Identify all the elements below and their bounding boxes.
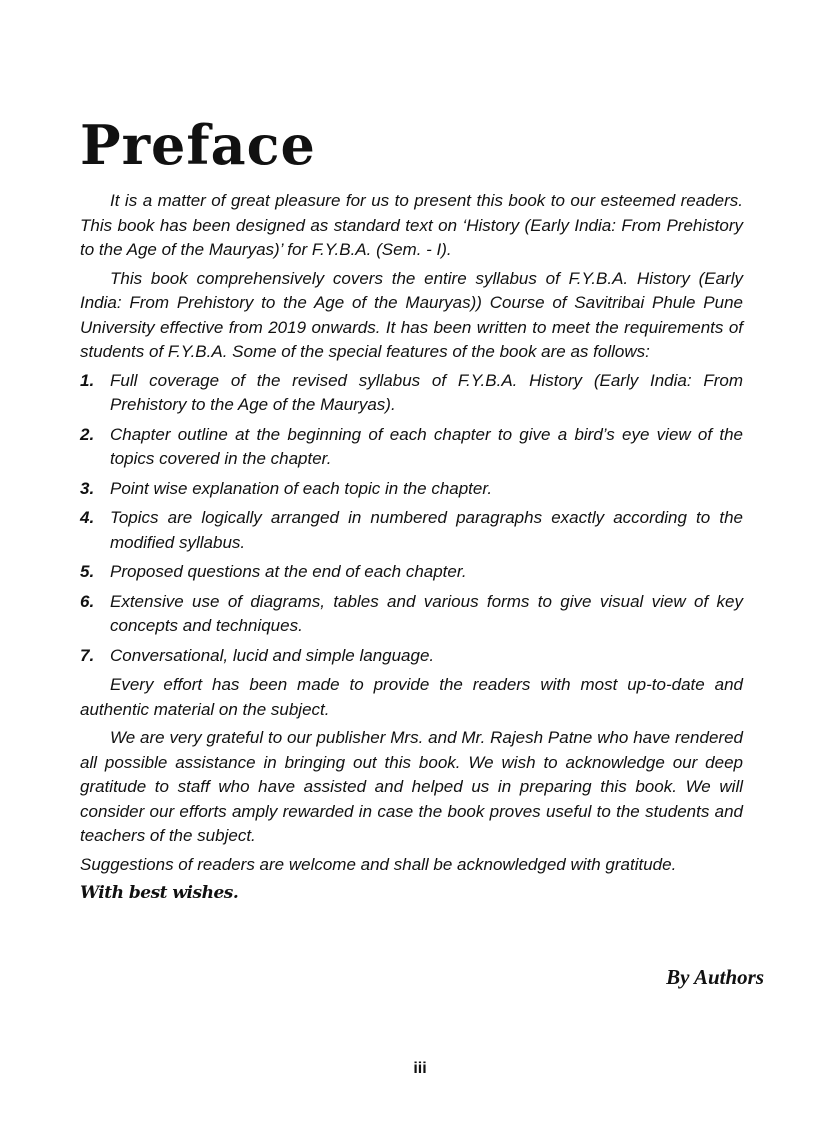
list-item-number: 4. [80,508,95,527]
list-item-number: 1. [80,370,95,390]
list-item [80,477,743,502]
list-item-number: 7. [80,645,95,665]
preface-body [80,189,743,906]
list-item-text: Full coverage of the revised syllabus of F.Y.B.A. History (Early India: From Prehistory to the Age of the Mauryas). [110,370,743,414]
list-item-number: 3. [80,478,95,498]
list-item-text: Chapter outline at the beginning of each chapter to give a bird’s eye view of the topics covered in the chapter. [110,424,743,468]
list-item-text: Conversational, lucid and simple language. [110,645,435,665]
effort-paragraph: Every effort has been made to provide the readers with most up-to-date and authentic material on the subject. [80,675,743,719]
list-item-number: 6. [80,591,95,611]
list-item [80,423,743,472]
gratitude-paragraph: We are very grateful to our publisher Mrs. and Mr. Rajesh Patne who have rendered all possible assistance in bringing out this book. We wish to acknowledge our deep gratitude to staff who have assisted and helped us in preparing this book. We will consider our efforts amply rewarded in case the book proves useful to the students and teachers of the subject. [80,728,743,845]
list-item [80,590,743,639]
page-number: iii [413,1060,427,1077]
list-item-text: Topics are logically arranged in numbered paragraphs exactly according to the modified syllabus. [110,508,743,552]
list-item [80,506,743,555]
page-title: Preface [80,113,316,177]
intro-paragraph: It is a matter of great pleasure for us to present this book to our esteemed readers. This book has been designed as standard text on ‘History (Early India: From Prehistory to the Age of the Mauryas)’ for F.Y.B.A. (Sem. - I). [80,191,743,259]
best-wishes: With best wishes. [80,883,239,903]
syllabus-paragraph: This book comprehensively covers the entire syllabus of F.Y.B.A. History (Early India: From Prehistory to the Age of the Mauryas)) Course of Savitribai Phule Pune University effective from 2019 onwards. It has been written to meet the requirements of students of F.Y.B.A. Some of the special features of the book are as follows: [80,268,743,361]
list-item [80,644,743,669]
list-item [80,560,743,585]
list-item [80,369,743,418]
features-list [80,369,743,669]
signoff-authors: By Authors [666,965,764,989]
list-item-number: 5. [80,562,95,581]
list-item-text: Extensive use of diagrams, tables and various forms to give visual view of key concepts and techniques. [110,591,743,635]
list-item-text: Point wise explanation of each topic in the chapter. [110,478,493,498]
list-item-number: 2. [80,424,95,444]
suggestions-line: Suggestions of readers are welcome and shall be acknowledged with gratitude. [80,854,677,874]
list-item-text: Proposed questions at the end of each chapter. [110,562,467,581]
